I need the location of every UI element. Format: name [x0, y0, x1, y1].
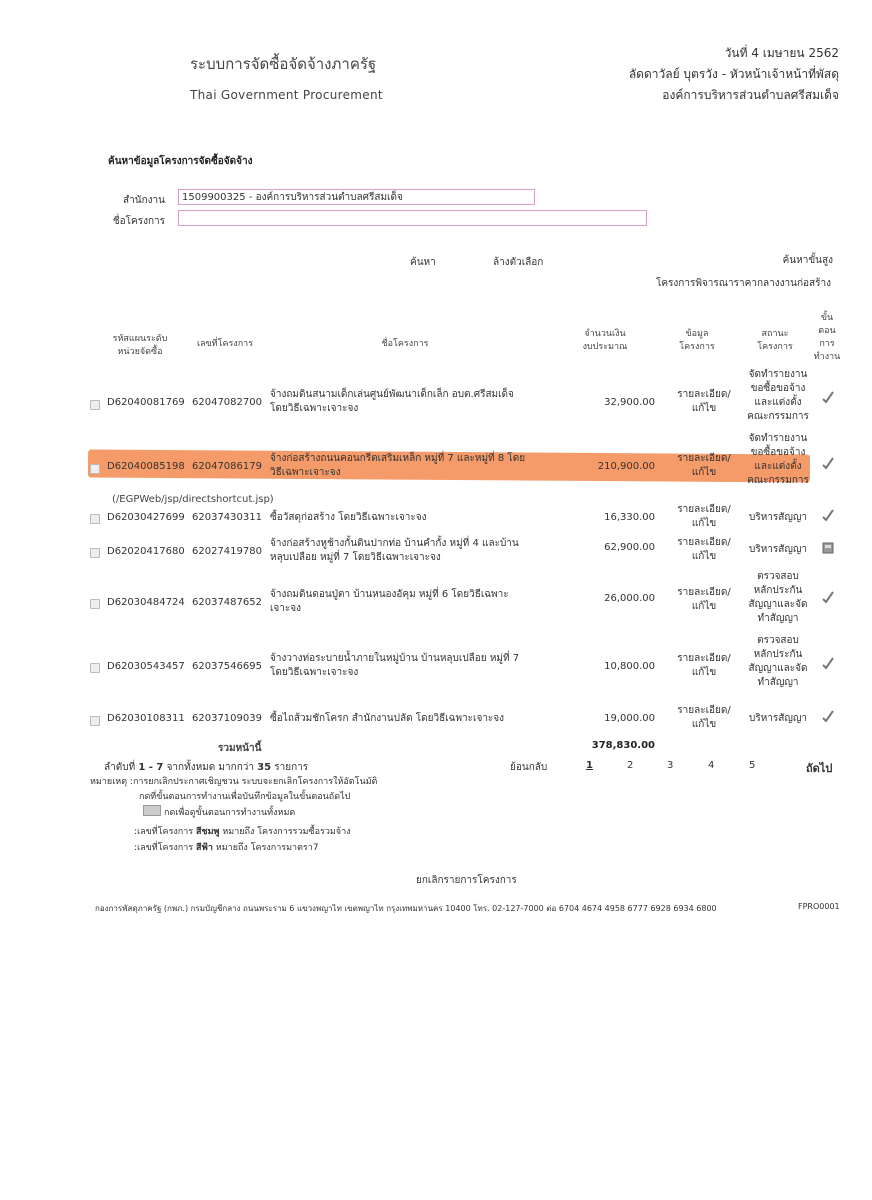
col-header-status: สถานะ โครงการ: [757, 329, 793, 352]
pencil-check-icon[interactable]: [821, 456, 835, 470]
col-header-amount: จำนวนเงิน งบประมาณ: [582, 329, 628, 352]
detail-edit-link[interactable]: รายละเอียด/ แก้ไข: [677, 537, 731, 562]
agency-field[interactable]: 1509900325 - องค์การบริหารส่วนตำบลศรีสมเด็จ: [178, 189, 535, 205]
pencil-check-icon[interactable]: [821, 390, 835, 404]
row-checkbox[interactable]: [90, 548, 100, 558]
clear-button[interactable]: ล้างตัวเลือก: [493, 257, 544, 268]
project-name: จ้างก่อสร้างถนนคอนกรีตเสริมเหล็ก หมู่ที่ 7 และหมู่ที่ 8 โดย วิธีเฉพาะเจาะจง: [270, 453, 526, 478]
project-name: ซื้อวัสดุก่อสร้าง โดยวิธีเฉพาะเจาะจง: [270, 512, 427, 523]
project-status: บริหารสัญญา: [748, 544, 808, 555]
project-status: บริหารสัญญา: [748, 713, 808, 724]
search-heading: ค้นหาข้อมูลโครงการจัดซื้อจัดจ้าง: [108, 156, 253, 167]
pencil-check-icon[interactable]: [821, 709, 835, 723]
page-total-label: รวมหน้านี้: [218, 743, 262, 754]
pencil-check-icon[interactable]: [821, 590, 835, 604]
col-header-project-name: ชื่อโครงการ: [381, 339, 429, 349]
budget-amount: 19,000.00: [604, 713, 655, 724]
note-5: :เลขที่โครงการ สีฟ้า หมายถึง โครงการมาตรา7: [134, 843, 319, 853]
detail-edit-link[interactable]: รายละเอียด/ แก้ไข: [677, 705, 731, 730]
pencil-check-icon[interactable]: [821, 508, 835, 522]
footer-page-code: FPRO0001: [798, 902, 840, 911]
project-no[interactable]: 62037109039: [192, 713, 262, 724]
pagination-page-1[interactable]: 1: [586, 760, 593, 771]
search-button[interactable]: ค้นหา: [410, 257, 436, 268]
pencil-check-icon[interactable]: [821, 656, 835, 670]
detail-edit-link[interactable]: รายละเอียด/ แก้ไข: [677, 587, 731, 612]
current-date: วันที่ 4 เมษายน 2562: [724, 46, 839, 60]
project-no[interactable]: 62027419780: [192, 546, 262, 557]
pagination-page-3[interactable]: 3: [667, 760, 674, 771]
note-1: หมายเหตุ :การยกเลิกประกาศเชิญชวน ระบบจะยกเลิกโครงการให้อัตโนมัติ: [90, 777, 378, 787]
advanced-search-link[interactable]: ค้นหาขั้นสูง: [782, 255, 833, 266]
plan-code: D62040085198: [107, 461, 185, 472]
system-subtitle: Thai Government Procurement: [190, 88, 383, 102]
plan-code: D62030484724: [107, 597, 185, 608]
detail-edit-link[interactable]: รายละเอียด/ แก้ไข: [677, 653, 731, 678]
user-name: ลัดดาวัลย์ บุตรวัง - หัวหน้าเจ้าหน้าที่พัสดุ: [628, 67, 839, 81]
col-header-step: ขั้น ตอน การ ทำงาน: [813, 313, 841, 362]
project-no[interactable]: 62047086179: [192, 461, 262, 472]
footer-address: กองการพัสดุภาครัฐ (กพภ.) กรมบัญชีกลาง ถนนพระราม 6 แขวงพญาไท เขตพญาไท กรุงเทพมหานคร 10400 โทร. 02-127-7000 ต่อ 6704 4674 4958 6777 6928 6934 6800: [95, 904, 717, 913]
median-price-link[interactable]: โครงการพิจารณาราคากลางงานก่อสร้าง: [655, 278, 831, 289]
project-name-input[interactable]: [178, 210, 647, 226]
plan-code: D62030543457: [107, 661, 185, 672]
budget-amount: 210,900.00: [597, 461, 655, 472]
budget-amount: 16,330.00: [604, 512, 655, 523]
page-total-value: 378,830.00: [591, 740, 655, 751]
step-view-icon: [143, 805, 161, 816]
cancel-projects-link[interactable]: ยกเลิกรายการโครงการ: [416, 875, 517, 886]
note-4: :เลขที่โครงการ สีชมพู หมายถึง โครงการรวมซื้อรวมจ้าง: [134, 827, 351, 837]
note-3: กดเพื่อดูขั้นตอนการทำงานทั้งหมด: [164, 808, 296, 818]
project-status: จัดทำรายงาน ขอซื้อขอจ้าง และแต่งตั้ง คณะกรรมการ: [747, 433, 809, 486]
project-status: จัดทำรายงาน ขอซื้อขอจ้าง และแต่งตั้ง คณะกรรมการ: [747, 369, 809, 422]
pagination-back[interactable]: ย้อนกลับ: [510, 762, 548, 773]
col-header-info: ข้อมูล โครงการ: [679, 329, 715, 352]
plan-code: D62030427699: [107, 512, 185, 523]
project-no[interactable]: 62037430311: [192, 512, 262, 523]
result-range: ลำดับที่ 1 - 7 จากทั้งหมด มากกว่า 35 รายการ: [104, 762, 309, 773]
pagination-page-4[interactable]: 4: [708, 760, 715, 771]
detail-edit-link[interactable]: รายละเอียด/ แก้ไข: [677, 389, 731, 414]
project-no[interactable]: 62037487652: [192, 597, 262, 608]
project-status: ตรวจสอบ หลักประกัน สัญญาและจัด ทำสัญญา: [748, 571, 808, 624]
pagination-page-5[interactable]: 5: [749, 760, 756, 771]
note-2: กดที่ขั้นตอนการทำงานเพื่อบันทึกข้อมูลในขั้นตอนถัดไป: [139, 792, 351, 802]
project-name: จ้างก่อสร้างหูช้างกั้นดินปากท่อ บ้านคำกั้ง หมู่ที่ 4 และบ้าน หลุบเปลือย หมู่ที่ 7 โดยวิธีเฉพาะเจาะจง: [270, 538, 519, 563]
plan-code: D62030108311: [107, 713, 185, 724]
budget-amount: 10,800.00: [604, 661, 655, 672]
status-bar-url: (/EGPWeb/jsp/directshortcut.jsp): [112, 494, 274, 505]
budget-amount: 32,900.00: [604, 397, 655, 408]
organization-name: องค์การบริหารส่วนตำบลศรีสมเด็จ: [662, 88, 839, 102]
row-checkbox[interactable]: [90, 716, 100, 726]
project-no[interactable]: 62047082700: [192, 397, 262, 408]
budget-amount: 62,900.00: [604, 542, 655, 553]
system-title: ระบบการจัดซื้อจัดจ้างภาครัฐ: [190, 55, 377, 73]
row-checkbox[interactable]: [90, 400, 100, 410]
step-box-icon[interactable]: [821, 541, 835, 555]
detail-edit-link[interactable]: รายละเอียด/ แก้ไข: [677, 453, 731, 478]
col-header-plan-code: รหัสแผนระดับ หน่วยจัดซื้อ: [112, 334, 168, 357]
pagination-next[interactable]: ถัดไป: [806, 762, 833, 775]
project-status: บริหารสัญญา: [748, 512, 808, 523]
plan-code: D62020417680: [107, 546, 185, 557]
project-name: จ้างวางท่อระบายน้ำภายในหมู่บ้าน บ้านหลุบเปลือย หมู่ที่ 7 โดยวิธีเฉพาะเจาะจง: [270, 653, 520, 678]
project-status: ตรวจสอบ หลักประกัน สัญญาและจัด ทำสัญญา: [748, 635, 808, 688]
budget-amount: 26,000.00: [604, 593, 655, 604]
project-name: จ้างถมดินสนามเด็กเล่นศูนย์พัฒนาเด็กเล็ก อบต.ศรีสมเด็จ โดยวิธีเฉพาะเจาะจง: [270, 389, 514, 414]
col-header-project-no: เลขที่โครงการ: [196, 339, 254, 349]
row-checkbox[interactable]: [90, 663, 100, 673]
project-no[interactable]: 62037546695: [192, 661, 262, 672]
row-checkbox[interactable]: [90, 464, 100, 474]
project-name-label: ชื่อโครงการ: [112, 216, 165, 227]
detail-edit-link[interactable]: รายละเอียด/ แก้ไข: [677, 504, 731, 529]
row-checkbox[interactable]: [90, 599, 100, 609]
project-name: ซื้อไถส้วมชักโครก สำนักงานปลัด โดยวิธีเฉพาะเจาะจง: [270, 713, 505, 724]
plan-code: D62040081769: [107, 397, 185, 408]
pagination-page-2[interactable]: 2: [627, 760, 634, 771]
agency-label: สำนักงาน: [123, 195, 165, 206]
row-checkbox[interactable]: [90, 514, 100, 524]
project-name: จ้างถมดินดอนปู่ตา บ้านหนองอัคุม หมู่ที่ 6 โดยวิธีเฉพาะ เจาะจง: [270, 589, 509, 614]
